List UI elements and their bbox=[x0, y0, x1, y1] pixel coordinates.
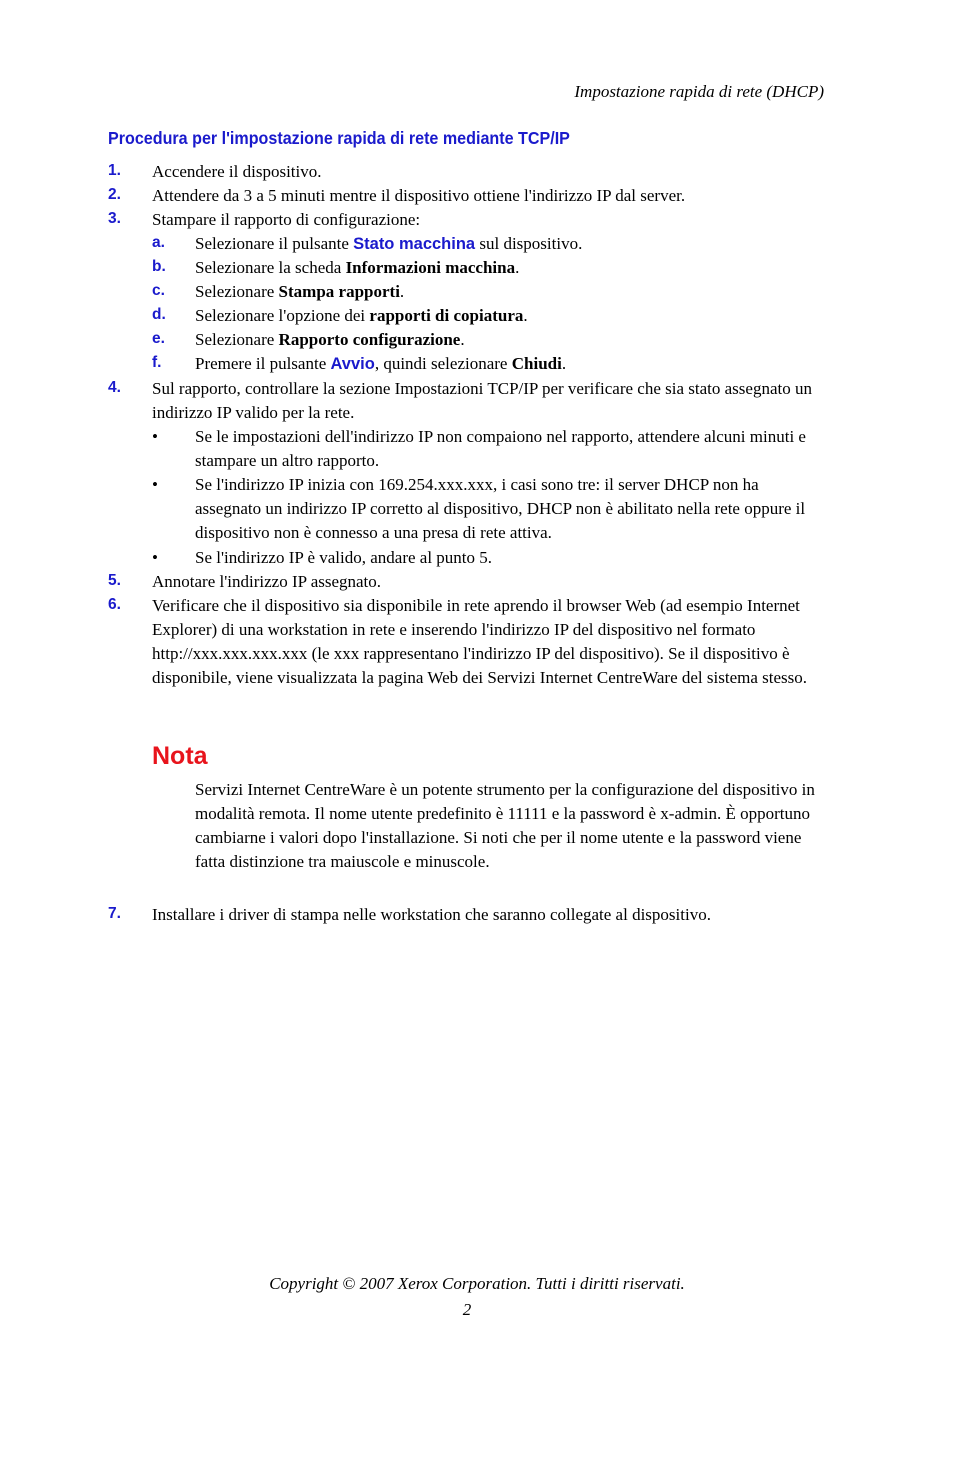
substep-letter: e. bbox=[152, 330, 165, 347]
step-number: 7. bbox=[108, 905, 121, 922]
bullet-symbol: • bbox=[152, 427, 158, 446]
bullet-text: Se l'indirizzo IP inizia con 169.254.xxx.xxx, i casi sono tre: il server DHCP non ha assegnato un indirizzo IP corretto al dispositivo, DHCP non è abilitato nella rete oppure il dispositivo non è connesso a una presa di rete attiva. bbox=[195, 475, 806, 542]
step-number: 1. bbox=[108, 162, 121, 179]
step-number: 2. bbox=[108, 186, 121, 203]
step-number: 3. bbox=[108, 210, 121, 227]
substep-letter: f. bbox=[152, 354, 162, 371]
section-title: Procedura per l'impostazione rapida di rete mediante TCP/IP bbox=[108, 128, 570, 148]
step-text: Installare i driver di stampa nelle workstation che saranno collegate al dispositivo. bbox=[152, 905, 711, 924]
substep-letter: c. bbox=[152, 282, 165, 299]
substep-letter: a. bbox=[152, 234, 165, 251]
note-text: Servizi Internet CentreWare è un potente strumento per la configurazione del dispositivo in modalità remota. Il nome utente predefinito è 11111 e la password è x-admin. È opportuno cambiarne i valori dopo l'installazione. Si noti che per il nome utente e la password viene fatta distinzione tra maiuscole e minuscole. bbox=[195, 780, 815, 871]
note-heading: Nota bbox=[152, 742, 208, 770]
step-text: Verificare che il dispositivo sia disponibile in rete aprendo il browser Web (ad esempio Internet Explorer) di una workstation in rete e inserendo l'indirizzo IP del dispositivo nel formato http://xxx.xxx.xxx.xxx (le xxx rappresentano l'indirizzo IP del dispositivo). Se il dispositivo è disponibile, viene visualizzata la pagina Web dei Servizi Internet CentreWare del sistema stesso. bbox=[152, 596, 808, 687]
bullet-symbol: • bbox=[152, 548, 158, 567]
substep-text: Selezionare il pulsante Stato macchina sul dispositivo. bbox=[195, 234, 583, 253]
step-number: 6. bbox=[108, 596, 121, 613]
substep-letter: d. bbox=[152, 306, 166, 323]
step-text: Accendere il dispositivo. bbox=[152, 162, 322, 181]
running-header: Impostazione rapida di rete (DHCP) bbox=[574, 82, 824, 101]
substep-text: Selezionare Stampa rapporti. bbox=[195, 282, 405, 301]
step-number: 5. bbox=[108, 572, 121, 589]
substep-text: Selezionare Rapporto configurazione. bbox=[195, 330, 465, 349]
substep-text: Selezionare la scheda Informazioni macchina. bbox=[195, 258, 520, 277]
page-number: 2 bbox=[462, 1300, 472, 1319]
bullet-text: Se le impostazioni dell'indirizzo IP non compaiono nel rapporto, attendere alcuni minuti e stampare un altro rapporto. bbox=[195, 427, 806, 470]
substep-text: Premere il pulsante Avvio, quindi selezionare Chiudi. bbox=[195, 354, 567, 373]
step-number: 4. bbox=[108, 379, 121, 396]
substep-text: Selezionare l'opzione dei rapporti di copiatura. bbox=[195, 306, 528, 325]
ui-label-avvio: Avvio bbox=[330, 355, 375, 373]
step-text: Attendere da 3 a 5 minuti mentre il dispositivo ottiene l'indirizzo IP dal server. bbox=[152, 186, 686, 205]
bullet-text: Se l'indirizzo IP è valido, andare al punto 5. bbox=[195, 548, 493, 567]
step-text: Stampare il rapporto di configurazione: bbox=[152, 210, 421, 229]
step-text: Annotare l'indirizzo IP assegnato. bbox=[152, 572, 382, 591]
ui-label-stato-macchina: Stato macchina bbox=[353, 235, 476, 253]
step-text: Sul rapporto, controllare la sezione Impostazioni TCP/IP per verificare che sia stato assegnato un indirizzo IP valido per la rete. bbox=[152, 379, 812, 422]
copyright-footer: Copyright © 2007 Xerox Corporation. Tutti i diritti riservati. bbox=[269, 1274, 685, 1293]
bullet-symbol: • bbox=[152, 475, 158, 494]
substep-letter: b. bbox=[152, 258, 166, 275]
